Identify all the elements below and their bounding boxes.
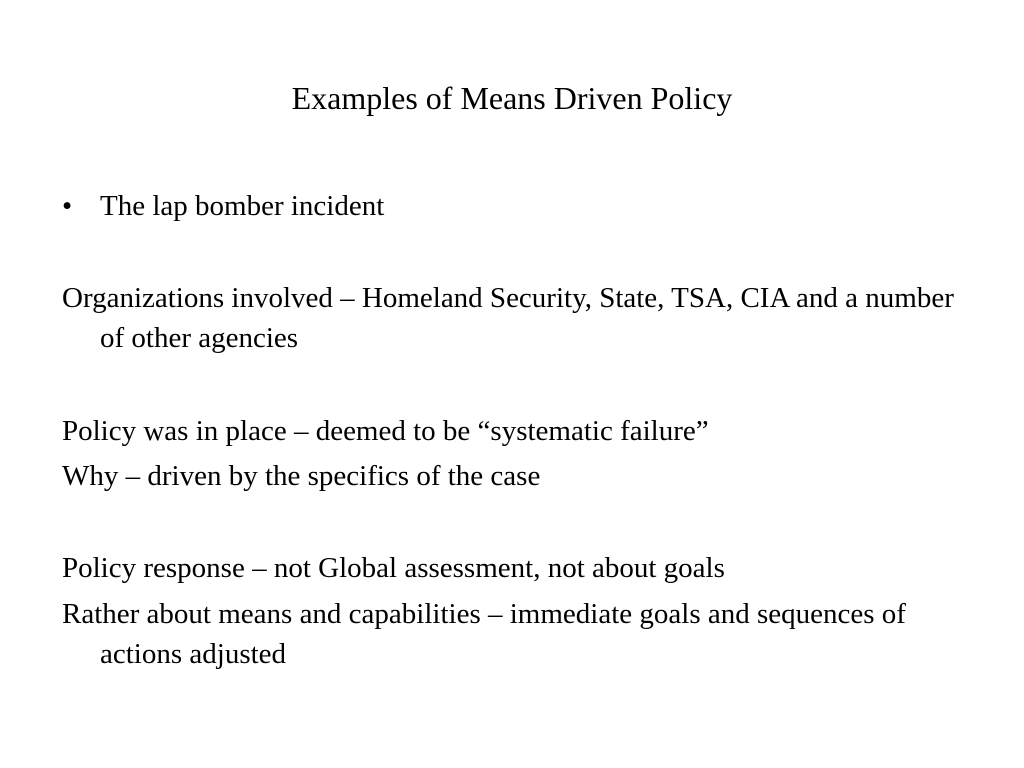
paragraph-organizations: Organizations involved – Homeland Security, State, TSA, CIA and a number of other agencies: [62, 282, 954, 354]
slide-title: Examples of Means Driven Policy: [291, 80, 733, 116]
bullet-icon: •: [62, 190, 73, 222]
paragraph-policy-response: Policy response – not Global assessment, not about goals: [62, 552, 725, 584]
paragraph-policy-in-place: Policy was in place – deemed to be “systematic failure”: [62, 415, 709, 447]
paragraph-why: Why – driven by the specifics of the case: [62, 460, 541, 492]
paragraph-means-capabilities: Rather about means and capabilities – immediate goals and sequences of actions adjusted: [62, 598, 906, 670]
bullet-item: [62, 186, 384, 226]
bullet-text: The lap bomber incident: [100, 190, 385, 222]
